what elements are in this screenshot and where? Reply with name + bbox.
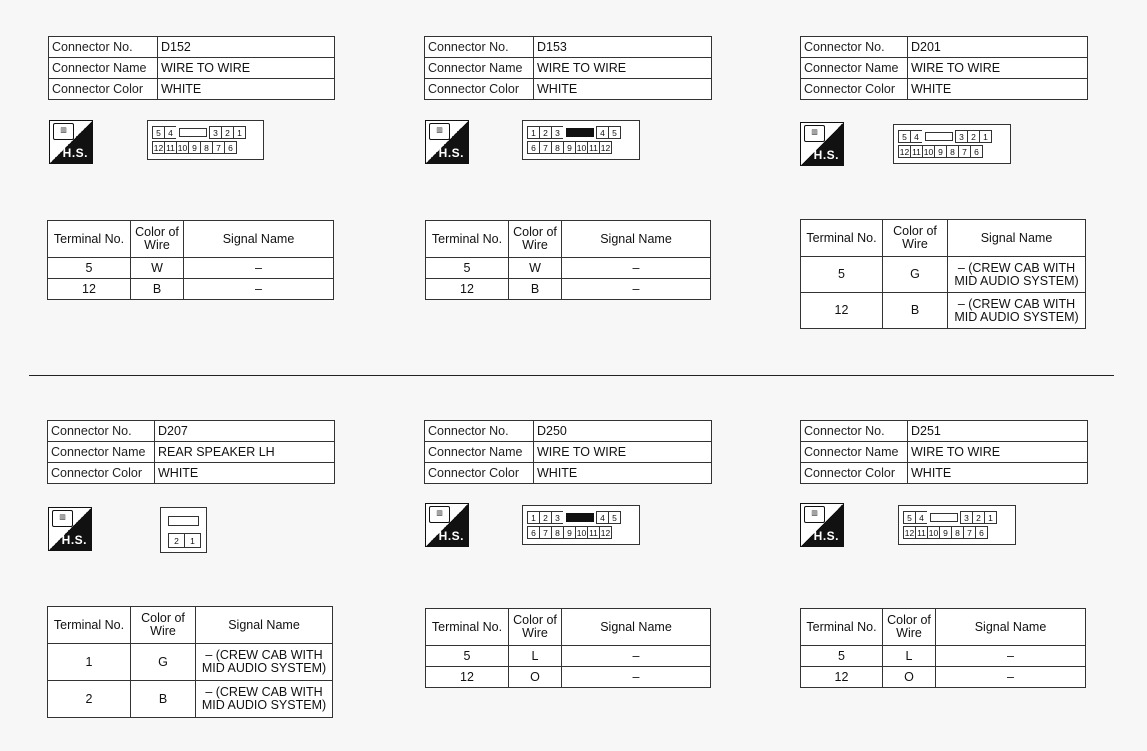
connector-icon: ▥ <box>53 123 74 140</box>
pin: 3 <box>551 126 564 139</box>
signal-name-header: Signal Name <box>562 221 711 258</box>
pin: 12 <box>600 143 611 153</box>
connector-info-d201 <box>800 36 1088 100</box>
terminal-no-header: Terminal No. <box>426 221 509 258</box>
wire-color: G <box>883 257 948 293</box>
terminal-no-header: Terminal No. <box>48 221 131 258</box>
terminal-table-d251 <box>800 608 1086 688</box>
harness-side-icon <box>425 503 469 547</box>
signal-name: – <box>936 646 1086 667</box>
connector-no-value: D152 <box>158 37 335 58</box>
pin: 9 <box>563 141 576 154</box>
connector-info-d251 <box>800 420 1088 484</box>
pin: 8 <box>951 526 964 539</box>
wire-color: O <box>883 667 936 688</box>
connector-color-value: WHITE <box>158 79 335 100</box>
terminal-no: 12 <box>801 293 883 329</box>
connector-no-label: Connector No. <box>801 421 908 442</box>
terminal-no: 12 <box>426 667 509 688</box>
connector-info-d152 <box>48 36 335 100</box>
signal-name: – (CREW CAB WITH MID AUDIO SYSTEM) <box>196 681 333 718</box>
connector-name-label: Connector Name <box>49 58 158 79</box>
pin: 5 <box>152 126 165 139</box>
signal-name: – <box>936 667 1086 688</box>
connector-no-label: Connector No. <box>49 37 158 58</box>
pin: 2 <box>221 126 234 139</box>
signal-name: – <box>562 646 711 667</box>
pin: 10 <box>928 528 939 538</box>
connector-name-label: Connector Name <box>48 442 155 463</box>
wire-color: O <box>509 667 562 688</box>
connector-name-value: WIRE TO WIRE <box>908 58 1088 79</box>
signal-name: – <box>562 258 711 279</box>
pin: 11 <box>164 141 177 154</box>
harness-side-icon <box>49 120 93 164</box>
key-slot <box>563 511 597 524</box>
terminal-no: 5 <box>426 258 509 279</box>
wire-color: B <box>131 279 184 300</box>
signal-name: – (CREW CAB WITH MID AUDIO SYSTEM) <box>948 257 1086 293</box>
pin: 3 <box>960 511 973 524</box>
connector-color-value: WHITE <box>534 463 712 484</box>
hs-label: H.S. <box>62 146 88 160</box>
pin: 9 <box>188 141 201 154</box>
wire-color: L <box>883 646 936 667</box>
key-slot <box>563 126 597 139</box>
pin: 3 <box>551 511 564 524</box>
pin: 9 <box>563 526 576 539</box>
wire-color-header: Color of Wire <box>509 609 562 646</box>
pin: 1 <box>527 511 540 524</box>
connector-color-value: WHITE <box>155 463 335 484</box>
connector-icon: ▥ <box>804 506 825 523</box>
pin: 6 <box>527 526 540 539</box>
pin: 1 <box>233 126 246 139</box>
connector-name-label: Connector Name <box>801 442 908 463</box>
pin: 12 <box>904 528 915 538</box>
pin: 10 <box>177 143 188 153</box>
signal-name: – (CREW CAB WITH MID AUDIO SYSTEM) <box>948 293 1086 329</box>
pin: 6 <box>975 526 988 539</box>
pin: 12 <box>153 143 164 153</box>
pin: 7 <box>539 141 552 154</box>
wire-color: B <box>883 293 948 329</box>
terminal-no: 5 <box>801 257 883 293</box>
hs-label: H.S. <box>813 148 839 162</box>
terminal-no: 1 <box>48 644 131 681</box>
pin: 6 <box>527 141 540 154</box>
terminal-no: 2 <box>48 681 131 718</box>
connector-face-d152 <box>147 120 264 160</box>
connector-no-label: Connector No. <box>48 421 155 442</box>
connector-name-value: WIRE TO WIRE <box>908 442 1088 463</box>
pin: 7 <box>212 141 225 154</box>
connector-icon: ▥ <box>429 506 450 523</box>
pin: 11 <box>915 526 928 539</box>
connector-no-value: D207 <box>155 421 335 442</box>
pin: 8 <box>551 141 564 154</box>
connector-name-value: WIRE TO WIRE <box>534 58 712 79</box>
key-slot <box>922 130 956 143</box>
pin: 6 <box>970 145 983 158</box>
terminal-no: 5 <box>48 258 131 279</box>
connector-color-label: Connector Color <box>425 79 534 100</box>
pin: 10 <box>576 528 587 538</box>
terminal-table-d201 <box>800 219 1086 329</box>
connector-face-d201 <box>893 124 1011 164</box>
pin: 9 <box>939 526 952 539</box>
terminal-no: 5 <box>426 646 509 667</box>
signal-name: – <box>184 279 334 300</box>
hs-label: H.S. <box>813 529 839 543</box>
signal-name-header: Signal Name <box>184 221 334 258</box>
terminal-no-header: Terminal No. <box>48 607 131 644</box>
harness-side-icon <box>800 122 844 166</box>
pin: 5 <box>608 511 621 524</box>
terminal-table-d207 <box>47 606 333 718</box>
connector-info-d207 <box>47 420 335 484</box>
connector-color-label: Connector Color <box>48 463 155 484</box>
pin: 10 <box>576 143 587 153</box>
wire-color: W <box>131 258 184 279</box>
pin: 2 <box>539 126 552 139</box>
wire-color-header: Color of Wire <box>883 220 948 257</box>
pin: 4 <box>915 511 928 524</box>
pin: 2 <box>168 533 185 548</box>
connector-color-label: Connector Color <box>49 79 158 100</box>
wire-color-header: Color of Wire <box>883 609 936 646</box>
pin: 4 <box>164 126 177 139</box>
pin: 11 <box>910 145 923 158</box>
pin: 5 <box>903 511 916 524</box>
wire-color: L <box>509 646 562 667</box>
terminal-table-d153 <box>425 220 711 300</box>
pin: 9 <box>934 145 947 158</box>
terminal-table-d152 <box>47 220 334 300</box>
terminal-no: 12 <box>801 667 883 688</box>
pin: 3 <box>209 126 222 139</box>
pin: 6 <box>224 141 237 154</box>
connector-name-value: REAR SPEAKER LH <box>155 442 335 463</box>
harness-side-icon <box>48 507 92 551</box>
pin: 11 <box>587 141 600 154</box>
pin: 8 <box>551 526 564 539</box>
hs-label: H.S. <box>438 529 464 543</box>
signal-name: – <box>184 258 334 279</box>
connector-info-d250 <box>424 420 712 484</box>
signal-name-header: Signal Name <box>948 220 1086 257</box>
wire-color: W <box>509 258 562 279</box>
connector-icon: ▥ <box>429 123 450 140</box>
pin: 4 <box>910 130 923 143</box>
key-slot <box>927 511 961 524</box>
connector-icon: ▥ <box>804 125 825 142</box>
pin: 2 <box>539 511 552 524</box>
connector-no-value: D250 <box>534 421 712 442</box>
pin: 1 <box>527 126 540 139</box>
connector-no-label: Connector No. <box>801 37 908 58</box>
connector-face-d207 <box>160 507 207 553</box>
pin: 8 <box>200 141 213 154</box>
section-divider <box>29 375 1114 376</box>
connector-no-value: D251 <box>908 421 1088 442</box>
wire-color: B <box>131 681 196 718</box>
terminal-no: 12 <box>48 279 131 300</box>
pin: 12 <box>899 147 910 157</box>
connector-icon: ▥ <box>52 510 73 527</box>
connector-name-value: WIRE TO WIRE <box>534 442 712 463</box>
signal-name-header: Signal Name <box>196 607 333 644</box>
pin: 10 <box>923 147 934 157</box>
connector-no-label: Connector No. <box>425 37 534 58</box>
terminal-no-header: Terminal No. <box>801 220 883 257</box>
pin: 2 <box>972 511 985 524</box>
wire-color: B <box>509 279 562 300</box>
pin: 1 <box>184 533 201 548</box>
pin: 7 <box>958 145 971 158</box>
signal-name: – (CREW CAB WITH MID AUDIO SYSTEM) <box>196 644 333 681</box>
pin: 5 <box>898 130 911 143</box>
connector-color-label: Connector Color <box>801 463 908 484</box>
connector-face-d251 <box>898 505 1016 545</box>
pin: 8 <box>946 145 959 158</box>
pin: 12 <box>600 528 611 538</box>
pin: 1 <box>979 130 992 143</box>
connector-color-value: WHITE <box>908 79 1088 100</box>
pin: 11 <box>587 526 600 539</box>
terminal-table-d250 <box>425 608 711 688</box>
connector-no-value: D153 <box>534 37 712 58</box>
key-slot <box>176 126 210 139</box>
hs-label: H.S. <box>438 146 464 160</box>
harness-side-icon <box>425 120 469 164</box>
connector-color-value: WHITE <box>908 463 1088 484</box>
pin: 4 <box>596 511 609 524</box>
connector-name-label: Connector Name <box>425 58 534 79</box>
connector-name-label: Connector Name <box>801 58 908 79</box>
connector-name-label: Connector Name <box>425 442 534 463</box>
signal-name: – <box>562 279 711 300</box>
terminal-no: 5 <box>801 646 883 667</box>
hs-label: H.S. <box>61 533 87 547</box>
harness-side-icon <box>800 503 844 547</box>
signal-name: – <box>562 667 711 688</box>
connector-face-d153 <box>522 120 640 160</box>
pin: 3 <box>955 130 968 143</box>
pin: 7 <box>539 526 552 539</box>
connector-no-label: Connector No. <box>425 421 534 442</box>
connector-name-value: WIRE TO WIRE <box>158 58 335 79</box>
pin: 1 <box>984 511 997 524</box>
connector-info-d153 <box>424 36 712 100</box>
pin: 4 <box>596 126 609 139</box>
wire-color-header: Color of Wire <box>131 607 196 644</box>
connector-color-value: WHITE <box>534 79 712 100</box>
pin: 5 <box>608 126 621 139</box>
connector-color-label: Connector Color <box>801 79 908 100</box>
terminal-no-header: Terminal No. <box>801 609 883 646</box>
connector-no-value: D201 <box>908 37 1088 58</box>
terminal-no: 12 <box>426 279 509 300</box>
signal-name-header: Signal Name <box>936 609 1086 646</box>
key-slot <box>168 516 199 526</box>
pin: 7 <box>963 526 976 539</box>
pin: 2 <box>967 130 980 143</box>
wire-color: G <box>131 644 196 681</box>
connector-color-label: Connector Color <box>425 463 534 484</box>
wire-color-header: Color of Wire <box>131 221 184 258</box>
terminal-no-header: Terminal No. <box>426 609 509 646</box>
signal-name-header: Signal Name <box>562 609 711 646</box>
connector-face-d250 <box>522 505 640 545</box>
wire-color-header: Color of Wire <box>509 221 562 258</box>
